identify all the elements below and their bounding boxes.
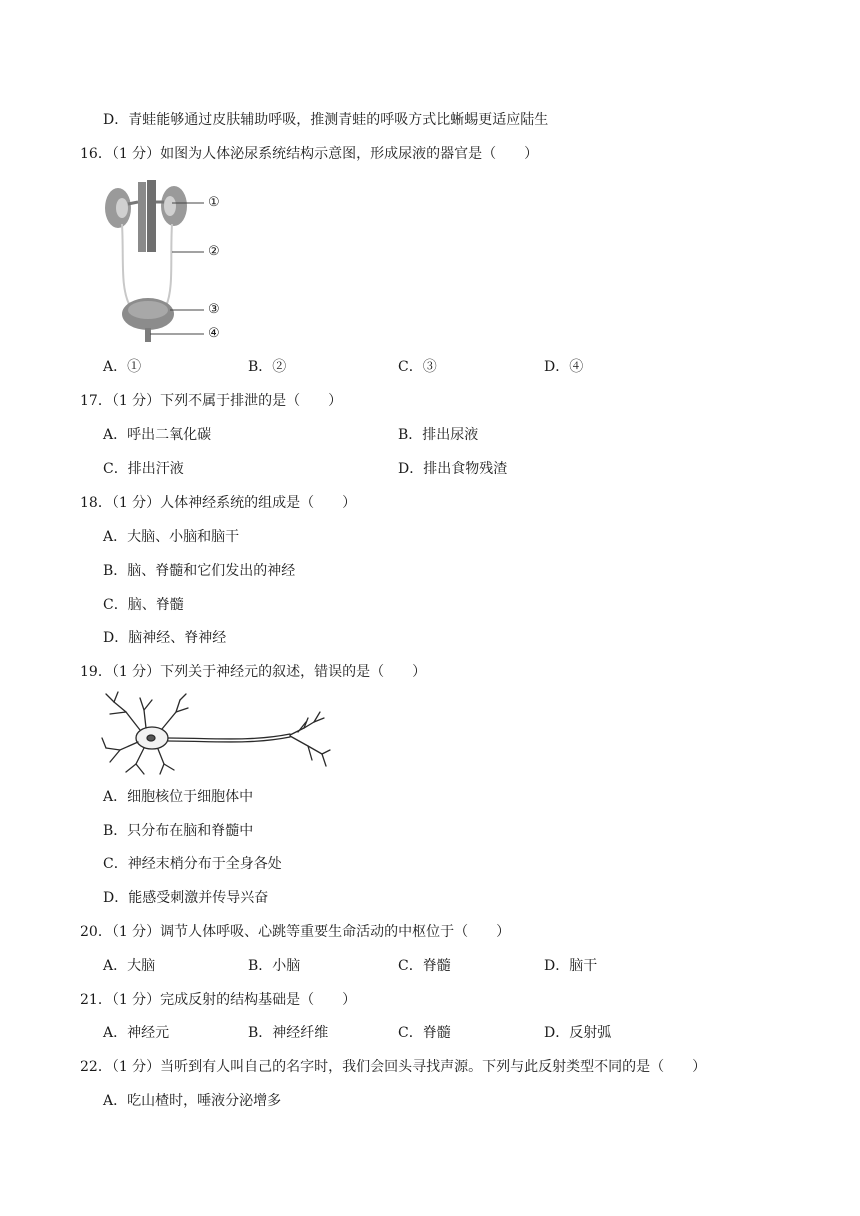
- q21-option-a: A．神经元: [103, 1025, 170, 1041]
- q19-option-b: B．只分布在脑和脊髓中: [103, 823, 254, 839]
- urinary-system-figure: [100, 178, 235, 346]
- q20-stem: 20．（1 分）调节人体呼吸、心跳等重要生命活动的中枢位于（ ）: [80, 924, 511, 940]
- q18-stem: 18．（1 分）人体神经系统的组成是（ ）: [80, 495, 357, 511]
- q17-stem: 17．（1 分）下列不属于排泄的是（ ）: [80, 393, 343, 409]
- neuron-figure: [100, 690, 335, 776]
- q19-option-a: A．细胞核位于细胞体中: [103, 789, 254, 805]
- q18-option-d: D．脑神经、脊神经: [103, 630, 227, 646]
- q22-stem: 22．（1 分）当听到有人叫自己的名字时，我们会回头寻找声源。下列与此反射类型不同的是（ ）: [80, 1059, 707, 1075]
- q20-option-d: D．脑干: [544, 958, 598, 974]
- figure-label-2: ②: [208, 244, 220, 259]
- q17-option-c: C．排出汗液: [103, 461, 184, 477]
- q18-option-b: B．脑、脊髓和它们发出的神经: [103, 563, 296, 579]
- q21-option-c: C．脊髓: [398, 1025, 451, 1041]
- q20-option-c: C．脊髓: [398, 958, 451, 974]
- q18-option-a: A．大脑、小脑和脑干: [103, 529, 240, 545]
- q21-option-b: B．神经纤维: [248, 1025, 329, 1041]
- q15-option-d: D．青蛙能够通过皮肤辅助呼吸，推测青蛙的呼吸方式比蜥蜴更适应陆生: [103, 112, 549, 128]
- q19-option-d: D．能感受刺激并传导兴奋: [103, 890, 269, 906]
- neuron-diagram: [100, 690, 335, 776]
- q20-option-b: B．小脑: [248, 958, 301, 974]
- q16-option-a: A．①: [103, 359, 142, 375]
- q18-option-c: C．脑、脊髓: [103, 597, 184, 613]
- q19-stem: 19．（1 分）下列关于神经元的叙述，错误的是（ ）: [80, 664, 427, 680]
- q22-option-a: A．吃山楂时，唾液分泌增多: [103, 1093, 282, 1109]
- q21-option-d: D．反射弧: [544, 1025, 612, 1041]
- figure-label-3: ③: [208, 302, 220, 317]
- q17-option-b: B．排出尿液: [398, 427, 479, 443]
- q19-option-c: C．神经末梢分布于全身各处: [103, 856, 282, 872]
- figure-label-4: ④: [208, 326, 220, 341]
- q17-option-a: A．呼出二氧化碳: [103, 427, 212, 443]
- q16-option-d: D．④: [544, 359, 584, 375]
- figure-label-1: ①: [208, 195, 220, 210]
- q20-option-a: A．大脑: [103, 958, 156, 974]
- q16-stem: 16．（1 分）如图为人体泌尿系统结构示意图，形成尿液的器官是（ ）: [80, 146, 539, 162]
- q17-option-d: D．排出食物残渣: [398, 461, 508, 477]
- q16-option-b: B．②: [248, 359, 287, 375]
- q16-option-c: C．③: [398, 359, 437, 375]
- q21-stem: 21．（1 分）完成反射的结构基础是（ ）: [80, 992, 357, 1008]
